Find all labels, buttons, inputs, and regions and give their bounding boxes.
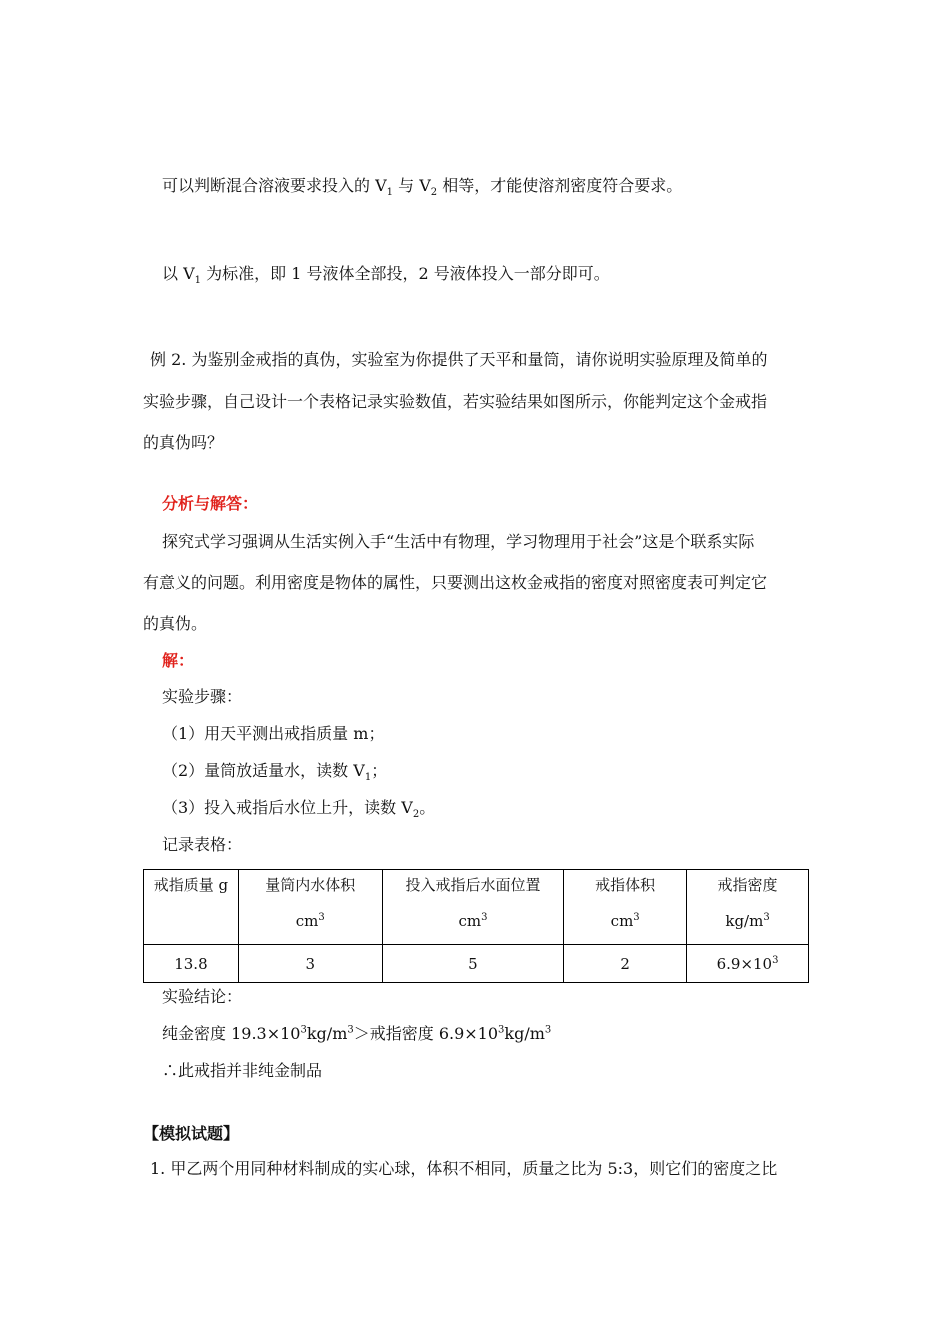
conclusion-label: 实验结论： — [162, 987, 243, 1006]
analysis-heading: 分析与解答： — [162, 494, 259, 513]
header-ring-mass: 戒指质量 g — [144, 870, 239, 945]
record-table — [143, 869, 809, 983]
analysis-line-2: 有意义的问题。利用密度是物体的属性，只要测出这枚金戒指的密度对照密度表可判定它 — [143, 573, 768, 592]
cell-mass: 13.8 — [144, 945, 239, 983]
steps-label: 实验步骤： — [162, 687, 243, 706]
conclusion-text: 纯金密度 $19.3\times 10^3kg/m^3>$戒指密度 $6.9\times 10^3kg/m^3$ — [162, 1024, 552, 1043]
table-label: 记录表格： — [162, 835, 243, 854]
question-1: 1. 甲乙两个用同种材料制成的实心球，体积不相同，质量之比为 5:3，则它们的密度之比 — [150, 1159, 778, 1178]
header-ring-density: 戒指密度 $kg/m^3$ — [687, 870, 809, 945]
table-row — [144, 945, 809, 983]
paragraph-standard: 以 $V_1$ 为标准，即 1 号液体全部投，2 号液体投入一部分即可。 — [162, 264, 610, 287]
paragraph-v1-v2: 可以判断混合溶液要求投入的 $V_1$ 与 $V_2$ 相等，才能使溶剂密度符合要求。 — [162, 176, 683, 199]
header-water-level-after: 投入戒指后水面位置 $cm^3$ — [382, 870, 564, 945]
therefore-text: ∴此戒指并非纯金制品 — [162, 1061, 323, 1080]
header-water-volume: 量筒内水体积 $cm^3$ — [238, 870, 382, 945]
analysis-line-1: 探究式学习强调从生活实例入手“生活中有物理，学习物理用于社会”这是个联系实际 — [162, 532, 755, 551]
analysis-line-3: 的真伪。 — [143, 614, 208, 633]
solution-heading: 解： — [162, 651, 195, 670]
mock-questions-heading: 【模拟试题】 — [143, 1124, 240, 1143]
step-2: （2）量筒放适量水，读数 $V_1$； — [162, 761, 388, 784]
cell-water-level: 5 — [382, 945, 564, 983]
step-1: （1）用天平测出戒指质量 m； — [162, 724, 385, 743]
example-line-2: 实验步骤，自己设计一个表格记录实验数值，若实验结果如图所示，你能判定这个金戒指 — [143, 392, 768, 411]
example-line-3: 的真伪吗？ — [143, 433, 224, 452]
step-3: （3）投入戒指后水位上升，读数 $V_2$。 — [162, 798, 436, 821]
cell-water-volume: 3 — [238, 945, 382, 983]
cell-density: $6.9\times 10^3$ — [687, 945, 809, 983]
example-line-1: 例 2. 为鉴别金戒指的真伪，实验室为你提供了天平和量筒，请你说明实验原理及简单的 — [150, 350, 768, 369]
table-header-row — [144, 870, 809, 945]
cell-ring-volume: 2 — [564, 945, 687, 983]
header-ring-volume: 戒指体积 $cm^3$ — [564, 870, 687, 945]
